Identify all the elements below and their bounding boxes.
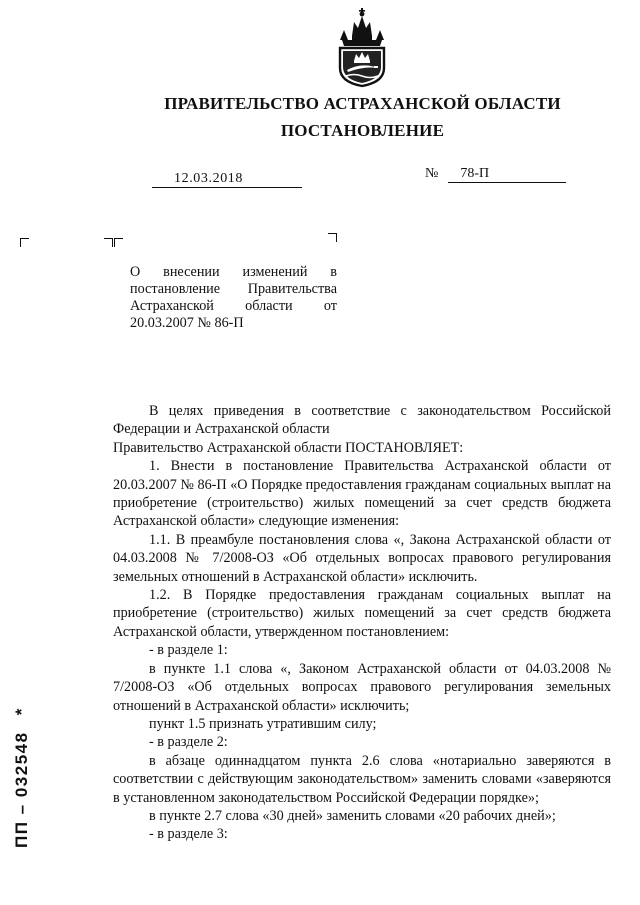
paragraph: 1.2. В Порядке предоставления гражданам социальных выплат на приобретение (строительство) жилых помещений за счет средств бюджета Астраханской области, утвержденном постановлением:: [113, 587, 611, 640]
paragraph: 1.1. В преамбуле постановления слова «, Закона Астраханской области от 04.03.2008 № 7/2008-ОЗ «Об отдельных вопросах правового регулирования земельных отношений в Астраханской области» исключить.: [113, 531, 611, 585]
paragraph: - в разделе 1:: [149, 642, 228, 659]
document-date: 12.03.2018: [152, 171, 302, 188]
coat-of-arms-emblem: [330, 6, 394, 88]
document-number: 78-П: [448, 166, 566, 183]
paragraph: в абзаце одиннадцатом пункта 2.6 слова «нотариально заверяются в соответствии с действующим законодательством» заменить словами «заверяются в установленном законодательством Российской Федерации порядке»;: [113, 752, 611, 806]
paragraph: пункт 1.5 признать утратившим силу;: [149, 715, 377, 732]
form-serial-stamp: [12, 707, 32, 848]
corner-mark: [104, 238, 113, 247]
corner-mark: [328, 233, 337, 242]
paragraph: 1. Внести в постановление Правительства Астраханской области от 20.03.2007 № 86-П «О Порядке предоставления гражданам социальных выплат на приобретение (строительство) жилых помещений за счет средств бюджета Астраханской области» следующие изменения:: [113, 458, 611, 530]
paragraph: в пункте 1.1 слова «, Законом Астраханской области от 04.03.2008 № 7/2008-ОЗ «Об отдельных вопросах правового регулирования земельных отношений в Астраханской области» исключить;: [113, 660, 611, 714]
stamp-number: – 032548: [12, 731, 31, 815]
date-field: [152, 171, 302, 188]
paragraph: - в разделе 3:: [149, 826, 228, 843]
number-label: №: [425, 166, 439, 181]
document-subject: О внесении изменений в постановление Правительства Астраханской области от 20.03.2007 № 86-П: [130, 264, 337, 331]
corner-mark: [114, 238, 123, 247]
document-body: [113, 402, 611, 844]
government-name: ПРАВИТЕЛЬСТВО АСТРАХАНСКОЙ ОБЛАСТИ: [164, 94, 561, 113]
stamp-series: ПП: [12, 820, 31, 848]
paragraph: - в разделе 2:: [149, 734, 228, 751]
paragraph: В целях приведения в соответствие с законодательством Российской Федерации и Астраханской области: [113, 403, 611, 438]
stamp-star: *: [12, 707, 31, 716]
paragraph: Правительство Астраханской области ПОСТАНОВЛЯЕТ:: [113, 439, 464, 456]
document-type: ПОСТАНОВЛЕНИЕ: [280, 121, 445, 140]
corner-mark: [20, 238, 29, 247]
paragraph: в пункте 2.7 слова «30 дней» заменить словами «20 рабочих дней»;: [149, 807, 556, 824]
number-field: [425, 166, 566, 183]
